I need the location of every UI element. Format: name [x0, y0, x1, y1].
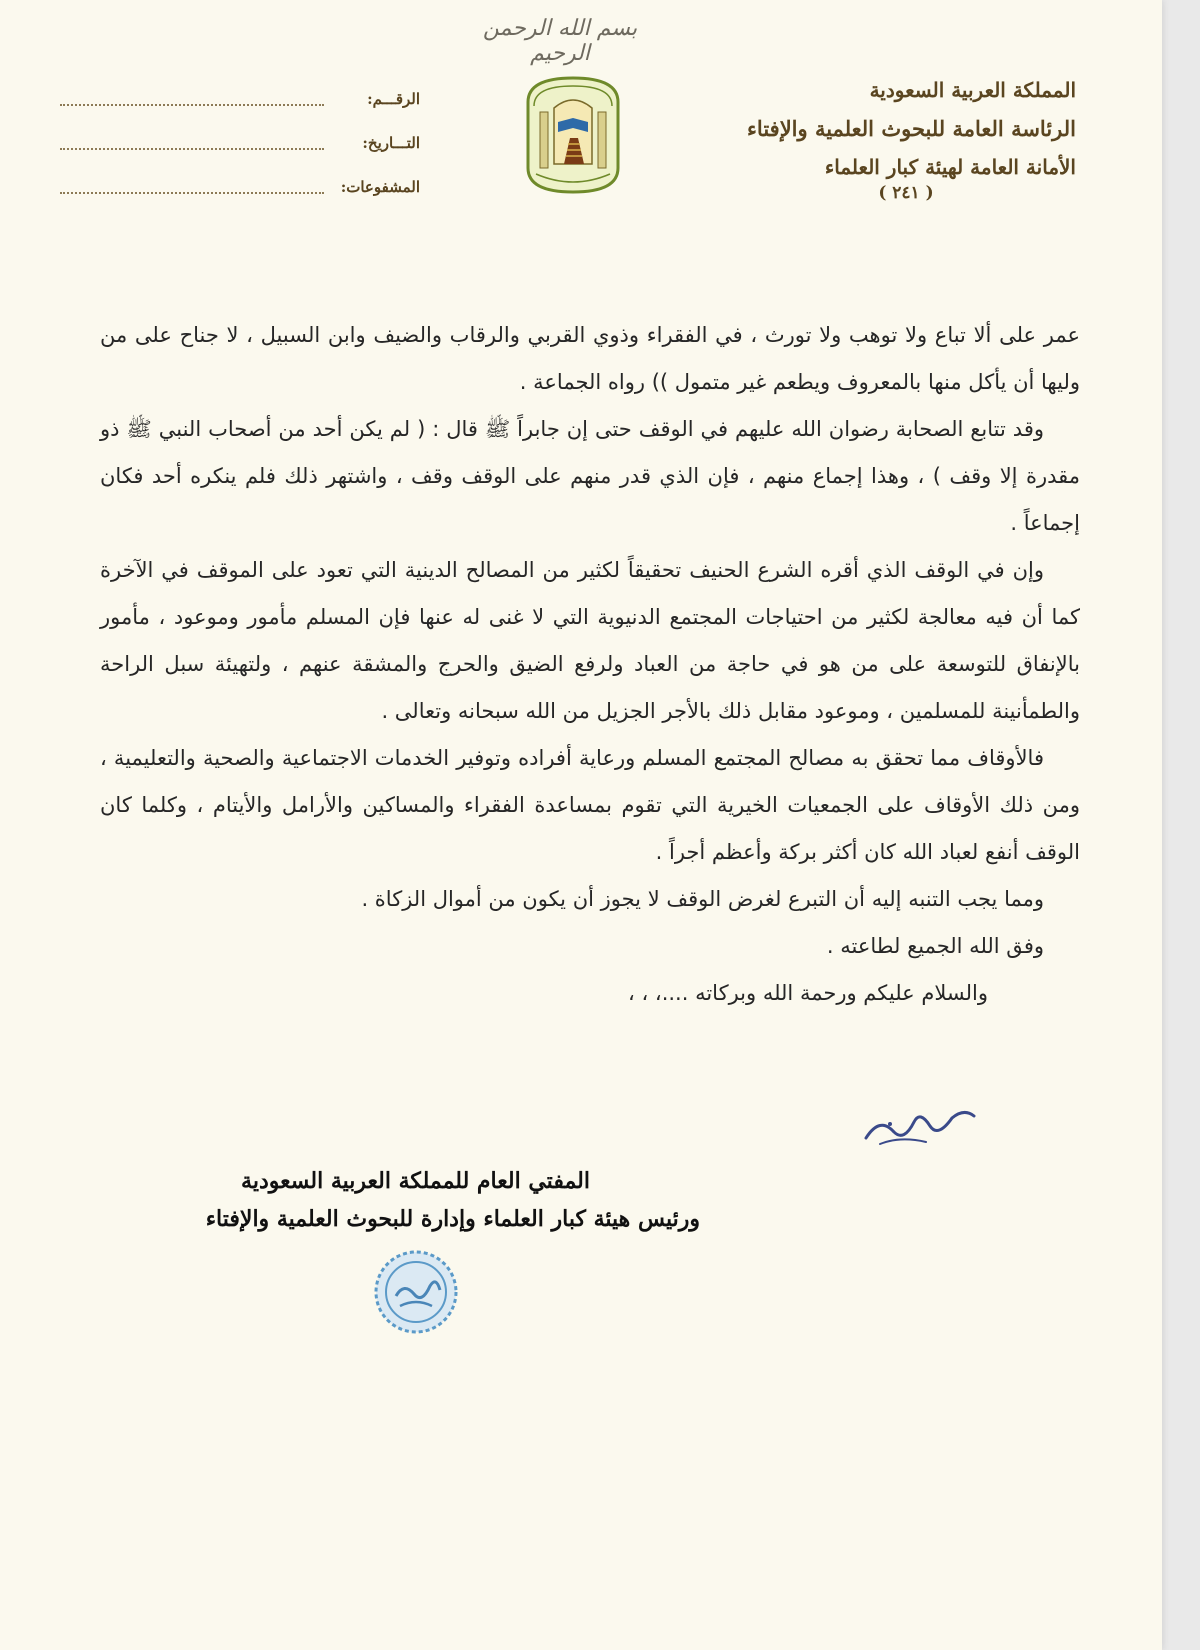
dotted-line: [60, 136, 324, 150]
official-seal: [370, 1246, 462, 1338]
letter-meta-fields: [60, 84, 420, 216]
paragraph-3: وإن في الوقف الذي أقره الشرع الحنيف تحقيقاً لكثير من المصالح الدينية التي تعود على الموقف في الآخرة كما أن فيه معالجة لكثير من احتياجات المجتمع الدنيوية التي لا غنى له عنها فإن المسلم مأمور وموعود ، مأمور بالإنفاق للتوسعة على من هو في حاجة من العباد ولرفع الضيق والحرج والمشقة عنهم ، ولتهيئة سبل الراحة والطمأنينة للمسلمين ، وموعود مقابل ذلك بالأجر الجزيل من الله سبحانه وتعالى .: [100, 558, 1080, 723]
signatory-title-line2: ورئيس هيئة كبار العلماء وإدارة للبحوث العلمية والإفتاء: [205, 1206, 700, 1232]
meta-attachments-label: المشفوعات:: [340, 178, 420, 196]
dotted-line: [60, 180, 324, 194]
org-line-kingdom: المملكة العربية السعودية: [869, 78, 1076, 102]
meta-number-row: [60, 84, 420, 114]
paragraph-2: وقد تتابع الصحابة رضوان الله عليهم في الوقف حتى إن جابراً ﷺ قال : ( لم يكن أحد من أصحاب النبي ﷺ ذو مقدرة إلا وقف ) ، وهذا إجماع منهم ، فإن الذي قدر منهم على الوقف وقف ، واشتهر ذلك فلم ينكره أحد فكان إجماعاً .: [100, 417, 1080, 535]
closing-greeting: والسلام عليكم ورحمة الله وبركاته ....، ، ،: [628, 981, 988, 1005]
emblem-logo: [520, 72, 626, 198]
basmala: بسم الله الرحمن الرحيم: [482, 16, 638, 66]
closing-prayer: وفق الله الجميع لطاعته .: [826, 934, 1044, 958]
meta-date-label: التـــاريخ:: [362, 134, 420, 152]
handwritten-signature: [860, 1104, 980, 1150]
org-line-secretariat: الأمانة العامة لهيئة كبار العلماء: [824, 155, 1076, 179]
organization-header: [706, 78, 1076, 217]
paragraph-1: عمر على ألا تباع ولا توهب ولا تورث ، في الفقراء وذوي القربي والرقاب والضيف وابن السبيل ، لا جناح على من وليها أن يأكل منها بالمعروف ويطعم غير متمول )) رواه الجماعة .: [100, 323, 1080, 394]
dotted-line: [60, 92, 324, 106]
signatory-block: [100, 1168, 700, 1232]
letter-body: [100, 312, 1080, 1017]
org-line-presidency: الرئاسة العامة للبحوث العلمية والإفتاء: [747, 116, 1076, 141]
org-reference-number: ( ٢٤١ ): [878, 183, 934, 203]
meta-attachments-row: [60, 172, 420, 202]
paragraph-5: ومما يجب التنبه إليه أن التبرع لغرض الوقف لا يجوز أن يكون من أموال الزكاة .: [361, 887, 1044, 911]
meta-number-label: الرقـــم:: [367, 90, 420, 108]
paragraph-4: فالأوقاف مما تحقق به مصالح المجتمع المسلم ورعاية أفراده وتوفير الخدمات الاجتماعية والصحية والتعليمية ، ومن ذلك الأوقاف على الجمعيات الخيرية التي تقوم بمساعدة الفقراء والمساكين والأرامل والأيتام ، وكلما كان الوقف أنفع لعباد الله كان أكثر بركة وأعظم أجراً .: [100, 746, 1080, 864]
signatory-title-line1: المفتي العام للمملكة العربية السعودية: [241, 1168, 590, 1194]
meta-date-row: [60, 128, 420, 158]
